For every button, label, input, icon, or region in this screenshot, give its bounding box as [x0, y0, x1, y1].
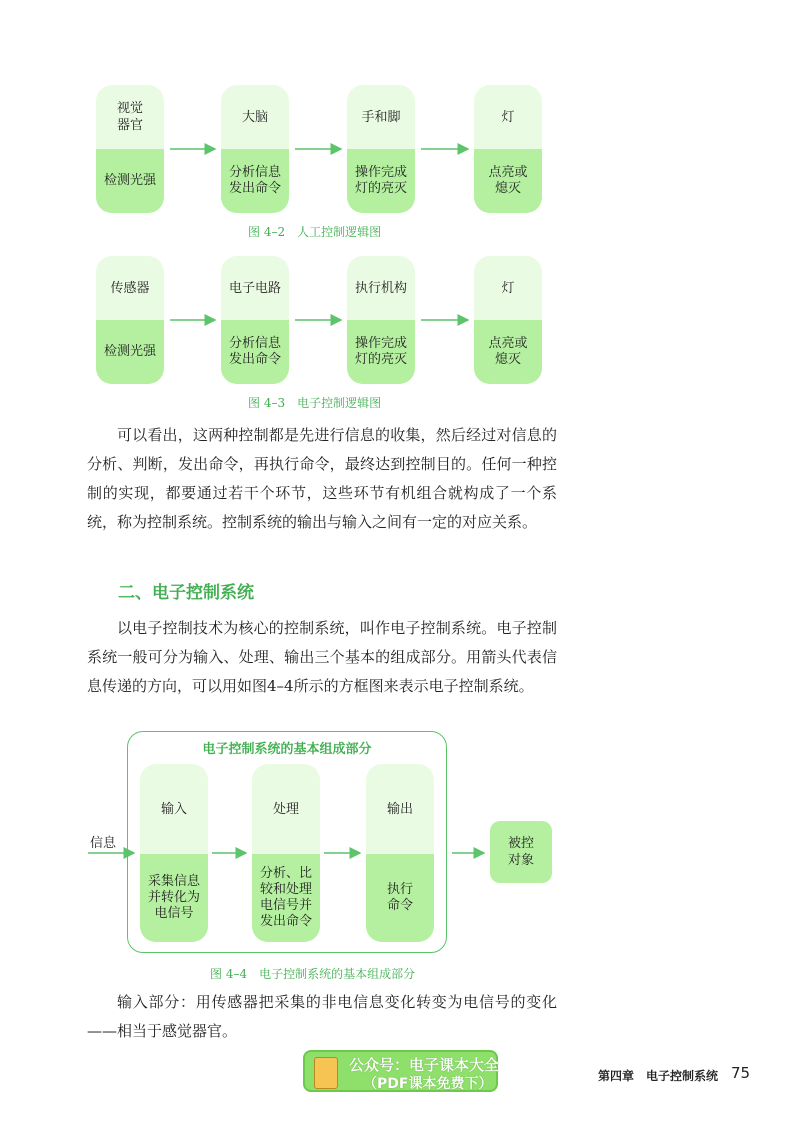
badge-line-1: 公众号：电子课本大全: [349, 1056, 500, 1074]
fig44-caption: 图 4–4 电子控制系统的基本组成部分: [210, 967, 416, 981]
fig44-arrows: [0, 800, 800, 900]
fig42-box-2-bottom: 分析信息 发出命令: [221, 149, 289, 213]
fig44-title: 电子控制系统的基本组成部分: [202, 742, 372, 757]
page-number: 75: [731, 1064, 751, 1082]
fig42-box-1-top: 视觉 器官: [116, 101, 143, 133]
watermark-badge: [303, 1050, 498, 1092]
fig43-box-1-bottom: 检测光强: [96, 320, 164, 384]
fig44-controlled-object: 被控 对象: [490, 821, 552, 883]
paragraph-3: 输入部分：用传感器把采集的非电信息变化转变为电信号的变化——相当于感觉器官。: [87, 993, 557, 1040]
fig43-box-3-top: 执行机构: [354, 280, 407, 296]
fig44-box-output-bottom: 执行 命令: [366, 854, 434, 942]
fig44-box-input-bottom: 采集信息 并转化为 电信号: [140, 854, 208, 942]
fig43-caption: 图 4–3 电子控制逻辑图: [248, 396, 382, 410]
book-icon: [314, 1057, 338, 1089]
fig42-caption: 图 4–2 人工控制逻辑图: [248, 225, 382, 239]
fig43-box-4-bottom: 点亮或 熄灭: [474, 320, 542, 384]
fig44-box-process-bottom: 分析、比 较和处理 电信号并 发出命令: [252, 854, 320, 942]
chapter-title: 第四章 电子控制系统: [598, 1069, 719, 1083]
fig42-box-3-bottom: 操作完成 灯的亮灭: [347, 149, 415, 213]
fig43-box-2-bottom: 分析信息 发出命令: [221, 320, 289, 384]
fig42-arrows: [0, 0, 800, 240]
fig44-box-input-top: 输入: [160, 801, 187, 817]
fig42-box-4-bottom: 点亮或 熄灭: [474, 149, 542, 213]
fig44-box-process-top: 处理: [272, 801, 299, 817]
fig43-box-2-top: 电子电路: [228, 280, 281, 296]
fig43-arrows: [0, 250, 800, 390]
fig43-box-3-bottom: 操作完成 灯的亮灭: [347, 320, 415, 384]
fig42-box-1-bottom: 检测光强: [96, 149, 164, 213]
section-heading: 二、电子控制系统: [118, 583, 254, 603]
paragraph-2: 以电子控制技术为核心的控制系统，叫作电子控制系统。电子控制系统一般可分为输入、处理、输出三个基本的组成部分。用箭头代表信息传递的方向，可以用如图4–4所示的方框图来表示电子控制系统。: [87, 619, 557, 695]
fig43-box-4-top: 灯: [501, 280, 515, 296]
fig44-box-output-top: 输出: [386, 801, 413, 817]
paragraph-1: 可以看出，这两种控制都是先进行信息的收集，然后经过对信息的分析、判断，发出命令，再执行命令，最终达到控制目的。任何一种控制的实现，都要通过若干个环节，这些环节有机组合就构成了一个系统，称为控制系统。控制系统的输出与输入之间有一定的对应关系。: [87, 426, 557, 531]
fig44-input-label: 信息: [90, 836, 117, 851]
fig42-box-3-top: 手和脚: [361, 109, 401, 125]
fig42-box-4-top: 灯: [501, 109, 515, 125]
badge-line-2: （PDF课本免费下）: [363, 1076, 493, 1092]
fig42-box-2-top: 大脑: [241, 109, 268, 125]
fig43-box-1-top: 传感器: [110, 280, 150, 296]
